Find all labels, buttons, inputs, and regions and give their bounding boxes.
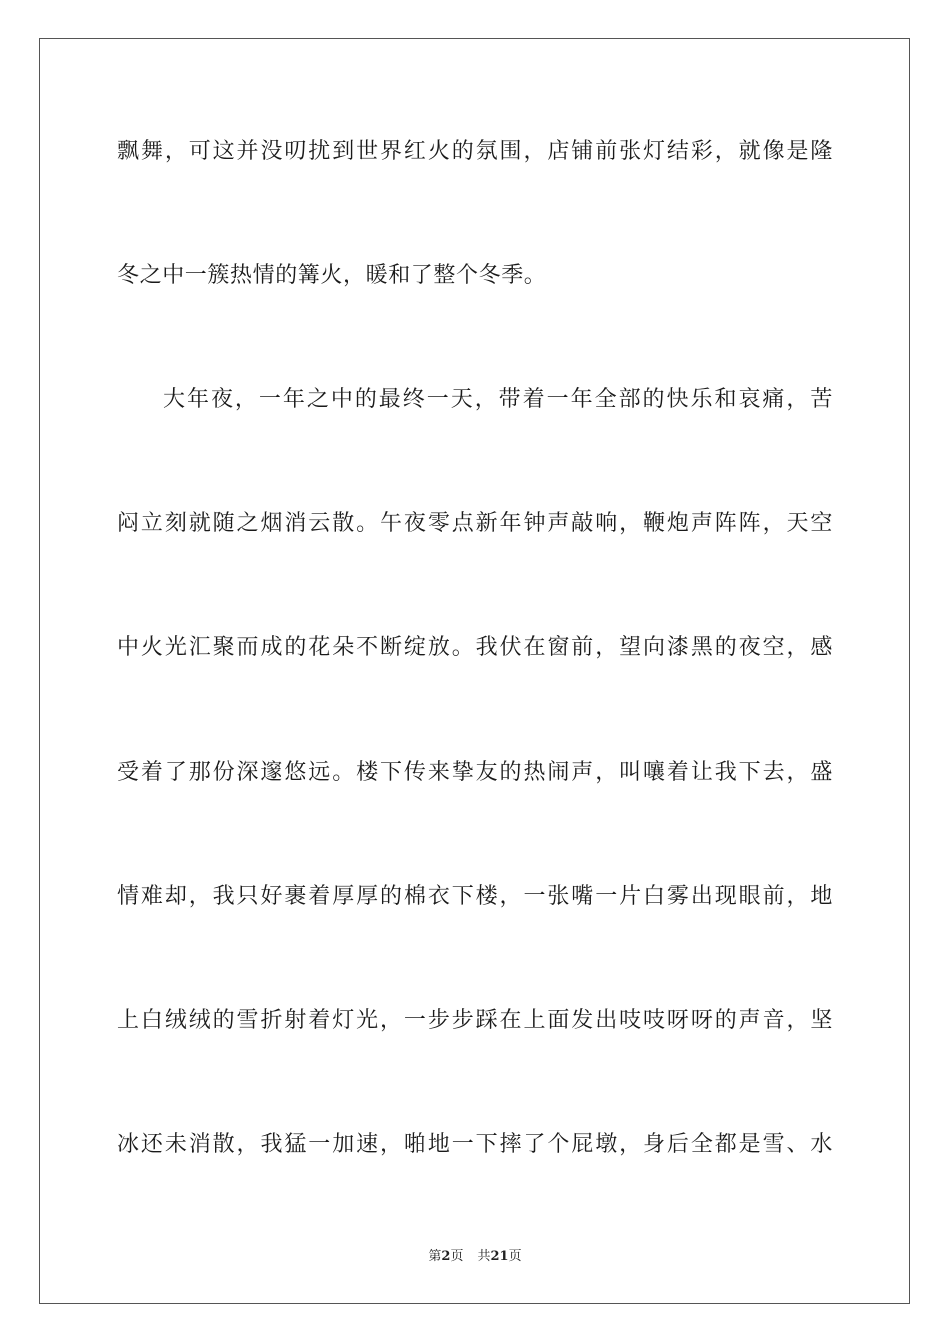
text-line-8: 上白绒绒的雪折射着灯光，一步步踩在上面发出吱吱呀呀的声音，坚: [117, 1008, 833, 1033]
text-line-5: 中火光汇聚而成的花朵不断绽放。我伏在窗前，望向漆黑的夜空，感: [117, 635, 833, 660]
text-line-9: 冰还未消散，我猛一加速，啪地一下摔了个屁墩，身后全都是雪、水: [117, 1132, 833, 1157]
text-line-6: 受着了那份深邃悠远。楼下传来挚友的热闹声，叫嚷着让我下去，盛: [117, 760, 833, 785]
page-border: [39, 38, 910, 1304]
text-line-2: 冬之中一簇热情的篝火，暖和了整个冬季。: [117, 263, 547, 288]
page-prefix: 第: [428, 1249, 442, 1264]
text-line-4: 闷立刻就随之烟消云散。午夜零点新年钟声敲响，鞭炮声阵阵，天空: [117, 511, 833, 536]
total-prefix: 共: [477, 1249, 491, 1264]
paragraph-start-line: 大年夜，一年之中的最终一天，带着一年全部的快乐和哀痛，苦: [163, 387, 833, 412]
page-number: 2: [441, 1249, 451, 1264]
total-pages: 21: [490, 1249, 509, 1264]
page-suffix: 页: [450, 1249, 464, 1264]
text-line-1: 飘舞，可这并没叨扰到世界红火的氛围，店铺前张灯结彩，就像是隆: [117, 139, 833, 164]
page-footer: [0, 1248, 950, 1266]
total-suffix: 页: [508, 1249, 522, 1264]
text-line-7: 情难却，我只好裹着厚厚的棉衣下楼，一张嘴一片白雾出现眼前，地: [117, 884, 833, 909]
